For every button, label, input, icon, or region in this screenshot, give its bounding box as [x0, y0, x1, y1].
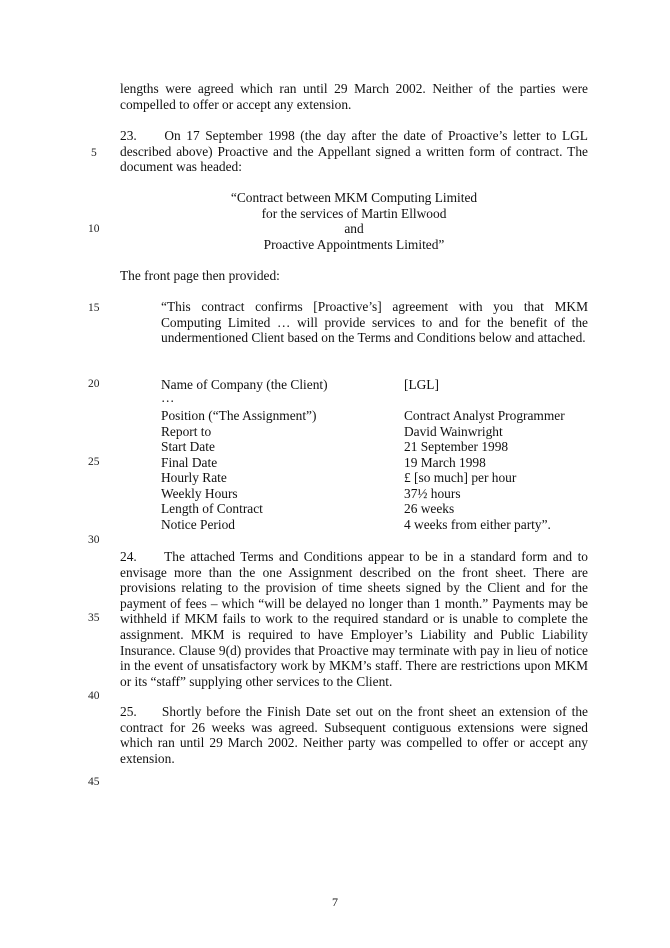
term-label: Hourly Rate — [161, 470, 227, 485]
term-label: Start Date — [161, 439, 215, 454]
term-value: 19 March 1998 — [404, 455, 486, 470]
line-number-30: 30 — [88, 534, 100, 546]
front-page-quote: “This contract confirms [Proactive’s] agreement with you that MKM Computing Limited … will provide services to and for the benefit of the undermentioned Client based on the Terms and Conditions below and attached. — [161, 299, 588, 346]
term-value: 21 September 1998 — [404, 439, 509, 454]
term-label: Position (“The Assignment”) — [161, 408, 317, 423]
term-label: … — [161, 390, 175, 405]
paragraph-24: 24. The attached Terms and Conditions appear to be in a standard form and to envisage more than the one Assignment described on the front sheet. There are provisions relating to the provision of time sheets signed by the Client and for the payment of fees – which “will be delayed no longer than 1 month.” Payments may be withheld if MKM fails to work to the required standard or is unable to complete the assignment. MKM is required to have Employer’s Liability and Public Liability Insurance. Clause 9(d) provides that Proactive may terminate with pay in lieu of notice in the event of unsatisfactory work by MKM’s staff. There are restrictions upon MKM or its “staff” supplying other services to the Client. — [120, 549, 588, 689]
contract-heading-line-3: and — [344, 221, 364, 236]
term-label: Report to — [161, 424, 212, 439]
line-number-20: 20 — [88, 378, 100, 390]
contract-heading-line-4: Proactive Appointments Limited” — [263, 237, 445, 252]
term-value: 37½ hours — [404, 486, 461, 501]
contract-heading-line-2: for the services of Martin Ellwood — [261, 206, 447, 221]
paragraph-23: 23. On 17 September 1998 (the day after the date of Proactive’s letter to LGL described above) Proactive and the Appellant signed a written form of contract. The document was headed: — [120, 128, 588, 175]
line-number-40: 40 — [88, 690, 100, 702]
line-number-35: 35 — [88, 612, 100, 624]
line-number-25: 25 — [88, 456, 100, 468]
line-number-45: 45 — [88, 776, 100, 788]
term-value: 4 weeks from either party”. — [404, 517, 551, 532]
paragraph-25: 25. Shortly before the Finish Date set out on the front sheet an extension of the contract for 26 weeks was agreed. Subsequent contiguous extensions were signed which ran until 29 March 2002. Neither party was compelled to offer or accept any extension. — [120, 704, 588, 766]
line-number-10: 10 — [88, 223, 100, 235]
term-value: 26 weeks — [404, 501, 455, 516]
term-label: Final Date — [161, 455, 218, 470]
term-value: David Wainwright — [404, 424, 503, 439]
term-label: Notice Period — [161, 517, 236, 532]
page-number: 7 — [332, 895, 338, 909]
continuation-paragraph: lengths were agreed which ran until 29 March 2002. Neither of the parties were compelled to offer or accept any extension. — [120, 81, 588, 112]
term-label: Name of Company (the Client) — [161, 377, 328, 392]
contract-heading-line-1: “Contract between MKM Computing Limited — [230, 190, 478, 205]
term-value: Contract Analyst Programmer — [404, 408, 565, 423]
term-value: [LGL] — [404, 377, 439, 392]
term-label: Length of Contract — [161, 501, 263, 516]
term-value: £ [so much] per hour — [404, 470, 517, 485]
front-page-intro: The front page then provided: — [120, 268, 280, 283]
line-number-5: 5 — [91, 147, 97, 159]
term-label: Weekly Hours — [161, 486, 238, 501]
line-number-15: 15 — [88, 302, 100, 314]
